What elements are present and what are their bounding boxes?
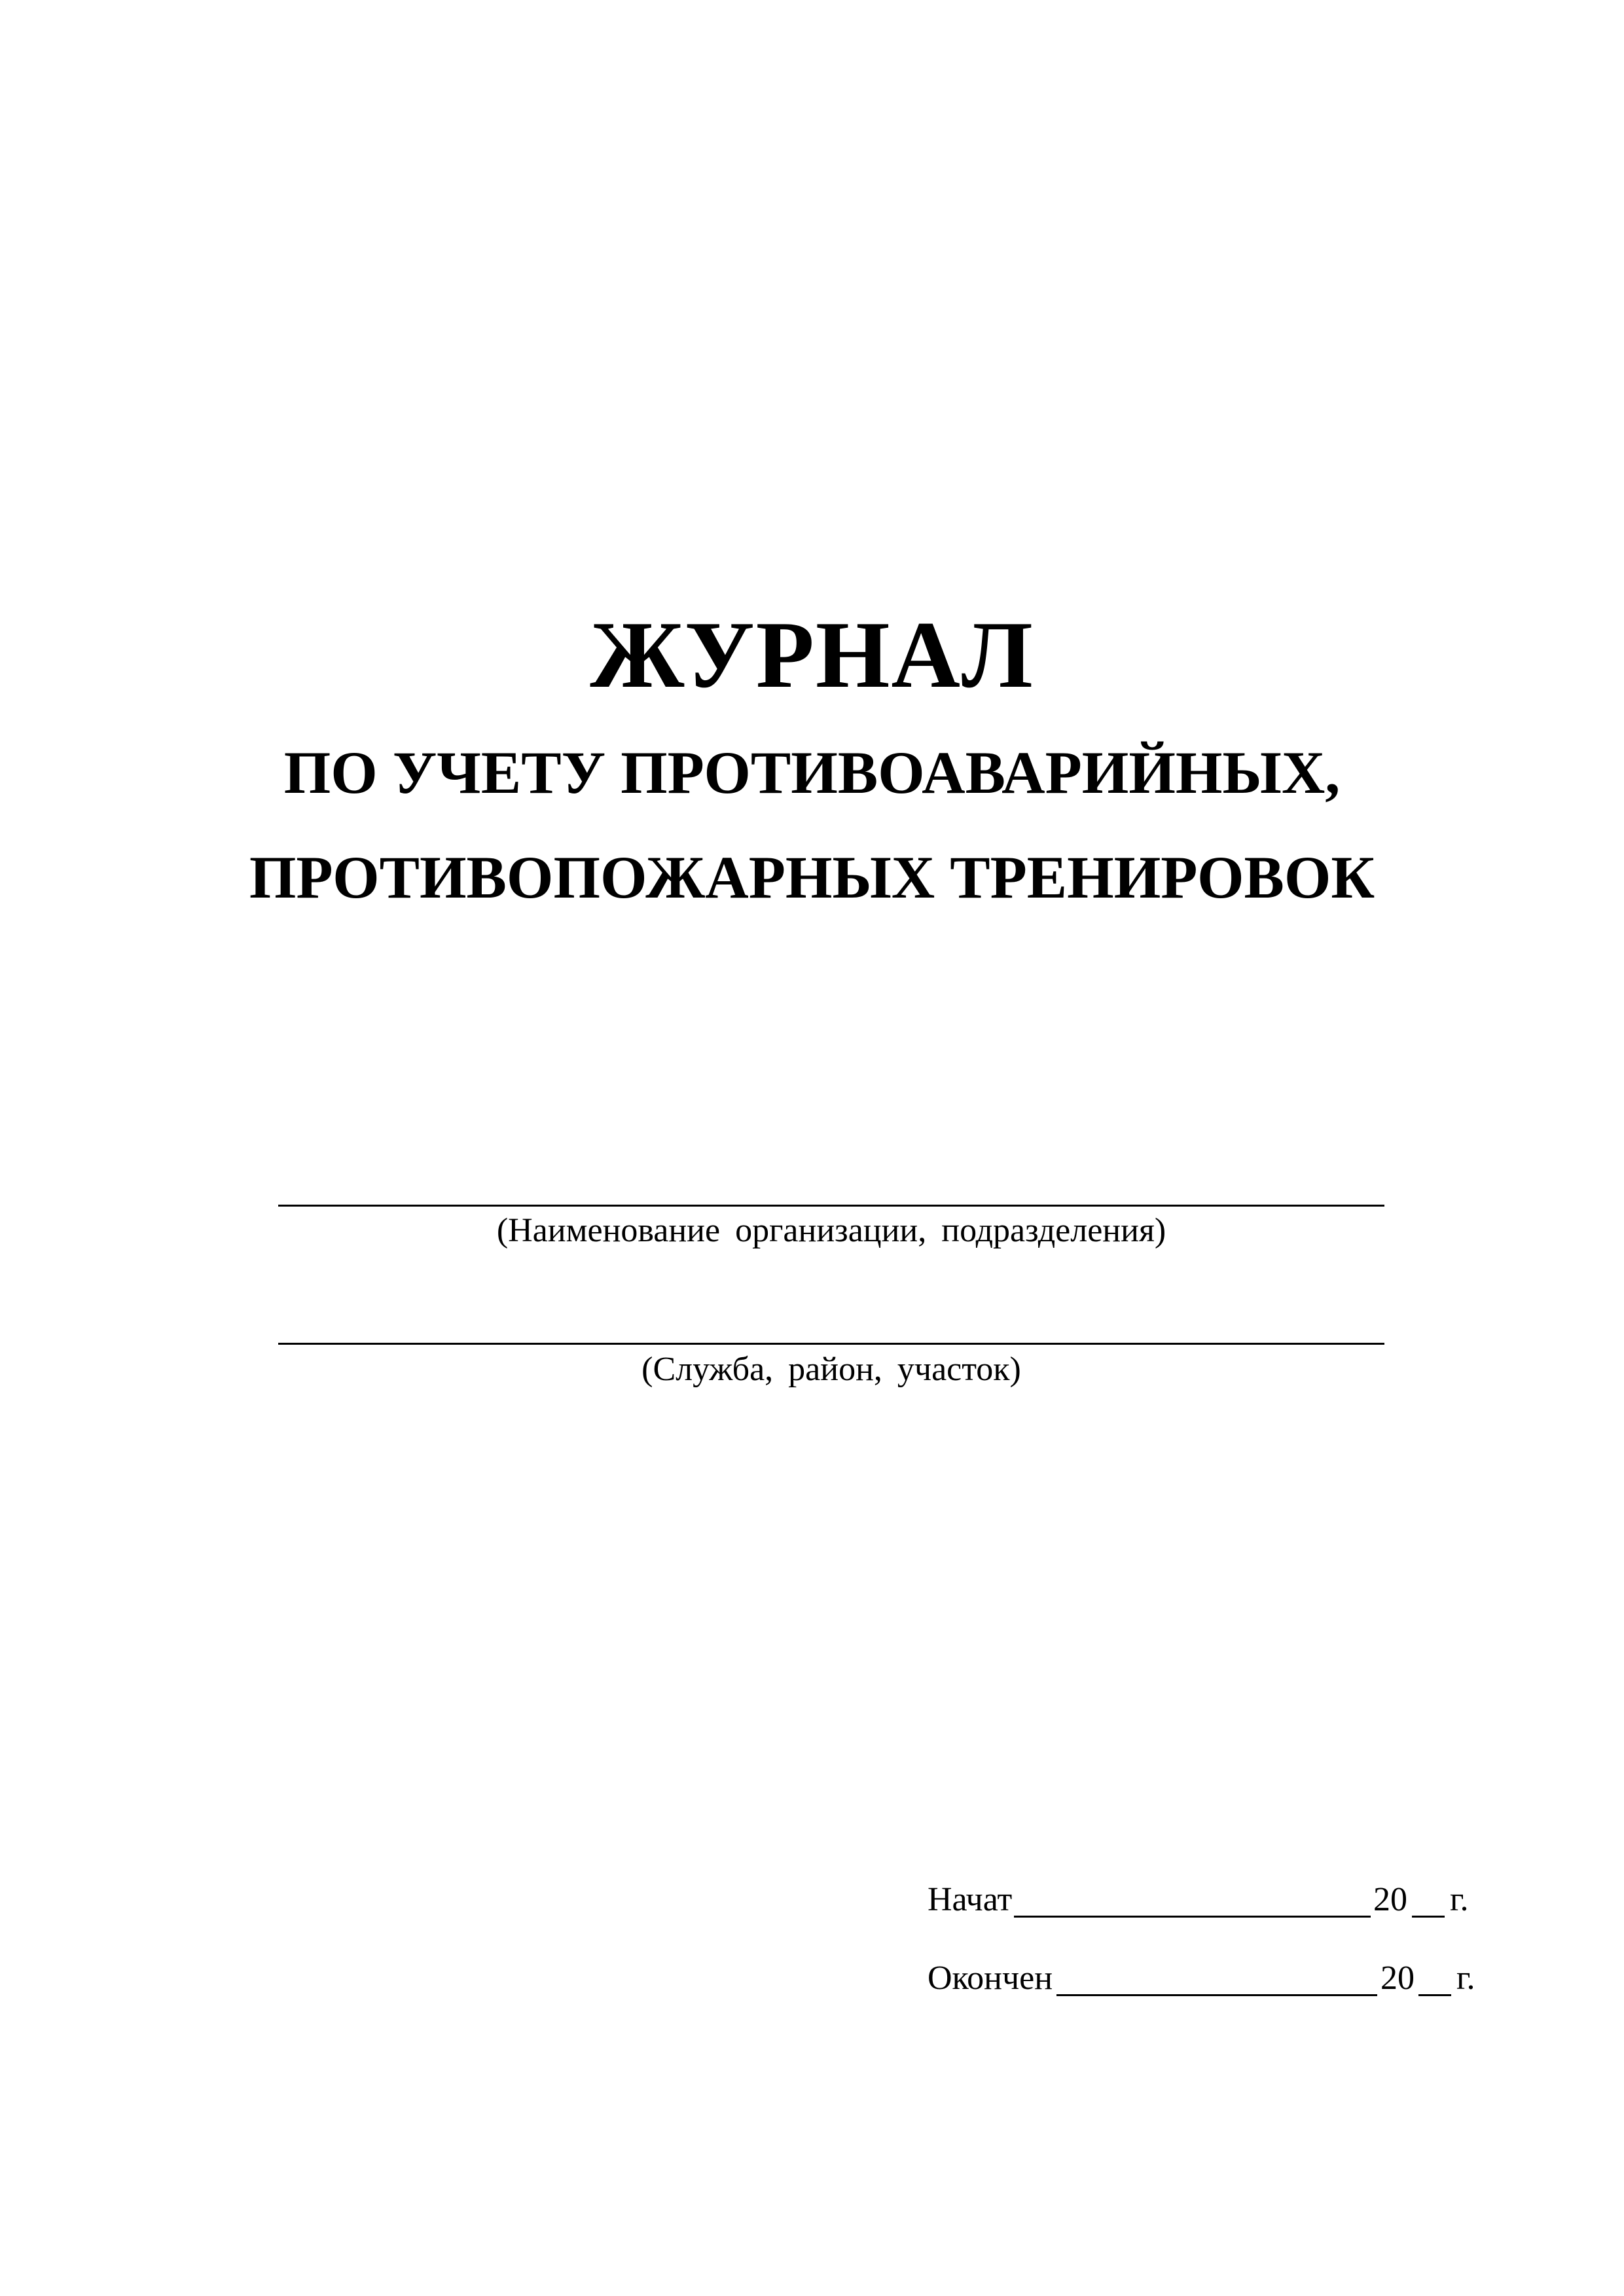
start-year-blank <box>1412 1916 1445 1918</box>
journal-subtitle-line-2: ПРОТИВОПОЖАРНЫХ ТРЕНИРОВОК <box>249 844 1375 911</box>
organization-fill-line <box>278 1205 1384 1207</box>
end-year-blank <box>1418 1994 1451 1996</box>
journal-title: ЖУРНАЛ <box>590 602 1034 708</box>
end-year-suffix: г. <box>1456 1959 1475 1997</box>
end-date-label: Окончен <box>928 1959 1053 1997</box>
end-date-blank <box>1056 1994 1377 1996</box>
start-date-blank <box>1014 1916 1371 1918</box>
start-date-label: Начат <box>928 1881 1013 1918</box>
service-caption: (Служба, район, участок) <box>641 1351 1021 1388</box>
journal-subtitle-line-1: ПО УЧЕТУ ПРОТИВОАВАРИЙНЫХ, <box>283 739 1341 806</box>
start-year-suffix: г. <box>1450 1881 1469 1918</box>
start-year-prefix: 20 <box>1373 1881 1407 1918</box>
service-fill-line <box>278 1343 1384 1345</box>
organization-caption: (Наименование организации, подразделения) <box>496 1212 1166 1249</box>
end-year-prefix: 20 <box>1380 1959 1415 1997</box>
